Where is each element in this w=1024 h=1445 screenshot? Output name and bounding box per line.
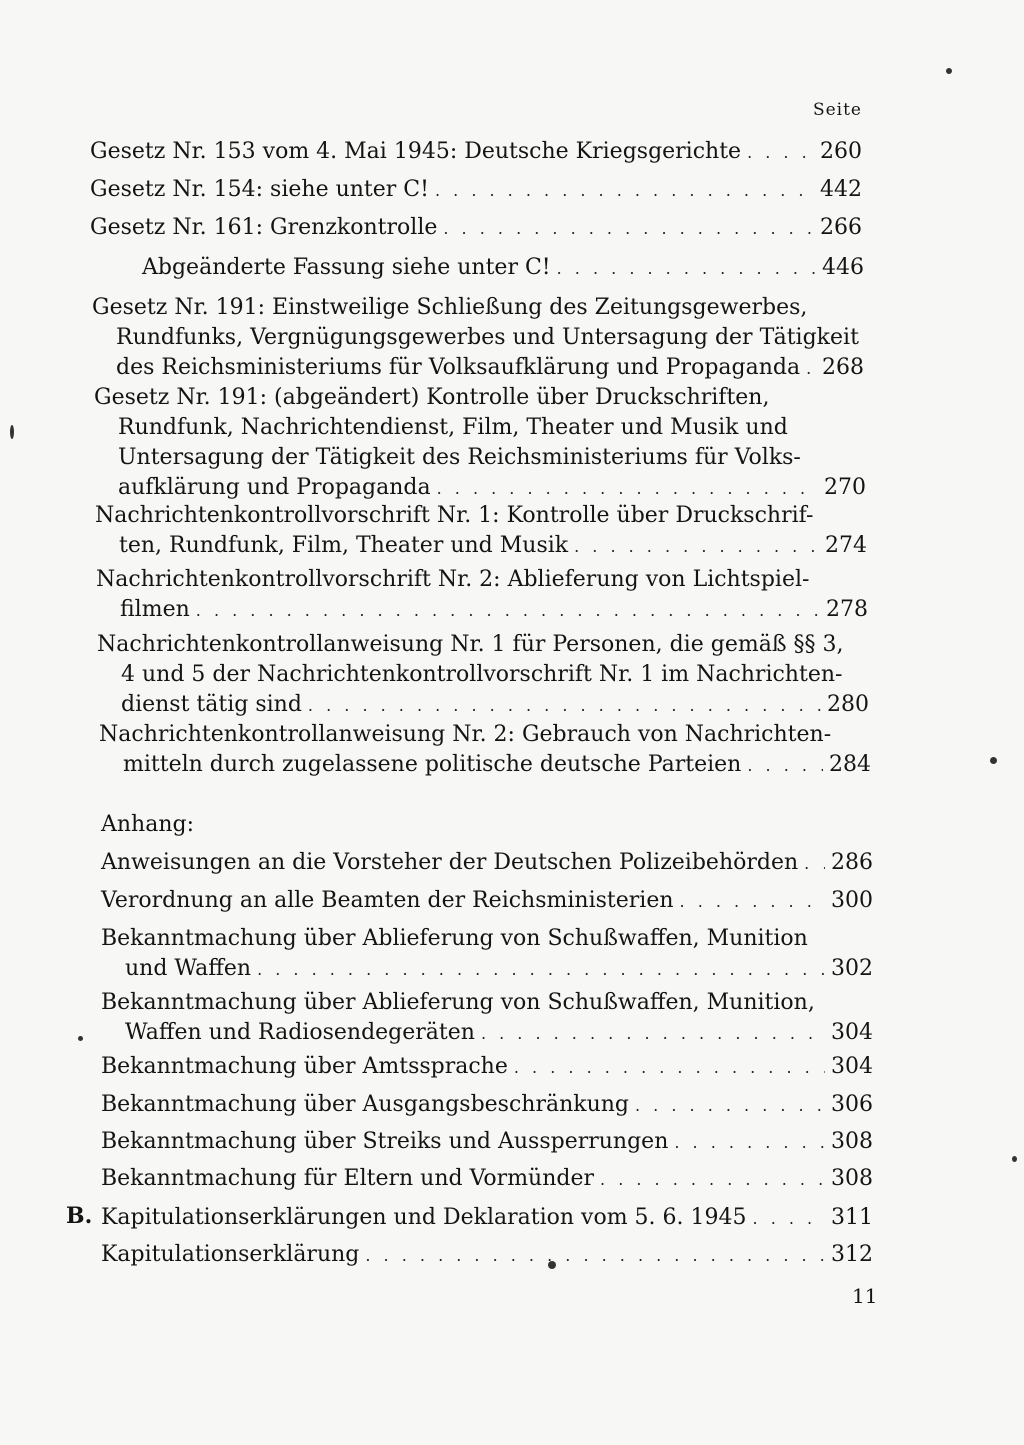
- toc-entry: [99, 720, 871, 781]
- entry-line: Bekanntmachung über Ablieferung von Schußwaffen, Munition,: [101, 990, 815, 1015]
- entry-text: Bekanntmachung für Eltern und Vormünder: [101, 1166, 595, 1191]
- entry-text: Kapitulationserklärung: [101, 1242, 360, 1267]
- entry-line: Untersagung der Tätigkeit des Reichsministeriums für Volks-: [118, 445, 801, 470]
- entry-line: Nachrichtenkontrollvorschrift Nr. 1: Kontrolle über Druckschrif-: [95, 503, 814, 528]
- page-reference: 268: [822, 355, 864, 380]
- section-letter: B.: [66, 1203, 93, 1229]
- leader-dots: [437, 474, 818, 504]
- entry-text: Anweisungen an die Vorsteher der Deutschen Polizeibehörden: [101, 850, 799, 875]
- leader-dots: [806, 354, 816, 384]
- toc-entry: [95, 501, 867, 562]
- page-reference: 442: [820, 177, 862, 202]
- toc-entry: [90, 175, 862, 206]
- toc-entry-sub: [90, 253, 864, 284]
- leader-dots: [365, 1241, 825, 1271]
- toc-entry: [96, 565, 868, 626]
- entry-line: 4 und 5 der Nachrichtenkontrollvorschrift Nr. 1 im Nachrichten-: [121, 662, 843, 687]
- page-reference: 304: [831, 1054, 873, 1079]
- scan-speck: [990, 757, 997, 764]
- leader-dots: [747, 138, 814, 168]
- entry-line: Nachrichtenkontrollvorschrift Nr. 2: Ablieferung von Lichtspiel-: [96, 567, 810, 592]
- leader-dots: [600, 1165, 825, 1195]
- page-reference: 280: [827, 692, 869, 717]
- entry-text: Bekanntmachung über Ausgangsbeschränkung: [101, 1092, 629, 1117]
- entry-text: Bekanntmachung über Streiks und Aussperrungen: [101, 1129, 669, 1154]
- entry-text: Kapitulationserklärungen und Deklaration vom 5. 6. 1945: [101, 1205, 747, 1230]
- page-reference: 284: [829, 752, 871, 777]
- toc-entry: [101, 924, 873, 985]
- entry-text: des Reichsministeriums für Volksaufklärung und Propaganda: [116, 355, 801, 380]
- scan-speck: [946, 68, 952, 74]
- toc-entry: [101, 1090, 873, 1121]
- leader-dots: [481, 1019, 825, 1049]
- entry-line: Nachrichtenkontrollanweisung Nr. 2: Gebrauch von Nachrichten-: [99, 722, 832, 747]
- toc-entry: [101, 1240, 873, 1271]
- leader-dots: [514, 1053, 825, 1083]
- page-number: 11: [852, 1284, 878, 1308]
- leader-dots: [557, 254, 816, 284]
- leader-dots: [435, 176, 814, 206]
- page-reference: 274: [825, 533, 867, 558]
- page-reference: 278: [826, 597, 868, 622]
- leader-dots: [443, 214, 814, 244]
- leader-dots: [196, 596, 820, 626]
- seite-column-label: Seite: [812, 100, 862, 120]
- page-reference: 308: [831, 1129, 873, 1154]
- leader-dots: [753, 1204, 825, 1234]
- leader-dots: [747, 751, 823, 781]
- toc-entry: [92, 293, 864, 384]
- entry-text: Abgeänderte Fassung siehe unter C!: [142, 255, 551, 280]
- page-reference: 311: [831, 1205, 873, 1230]
- scan-speck: [10, 425, 14, 439]
- entry-text: Waffen und Radiosendegeräten: [125, 1020, 475, 1045]
- toc-entry: [90, 137, 862, 168]
- entry-text: mitteln durch zugelassene politische deutsche Parteien: [123, 752, 742, 777]
- entry-text: Bekanntmachung über Amtssprache: [101, 1054, 508, 1079]
- toc-entry: [101, 886, 873, 917]
- page-reference: 260: [820, 139, 862, 164]
- toc-entry: [101, 1127, 873, 1158]
- toc-entry: [101, 988, 873, 1049]
- toc-entry: [97, 630, 869, 721]
- entry-text: Verordnung an alle Beamten der Reichsministerien: [101, 888, 674, 913]
- toc-entry: [101, 848, 873, 879]
- scan-speck: [548, 1261, 556, 1269]
- toc-entry: [90, 213, 862, 244]
- toc-entry: [101, 1052, 873, 1083]
- entry-text: dienst tätig sind: [121, 692, 302, 717]
- leader-dots: [674, 1128, 825, 1158]
- page-reference: 302: [831, 956, 873, 981]
- entry-line: Gesetz Nr. 191: Einstweilige Schließung des Zeitungsgewerbes,: [92, 295, 808, 320]
- leader-dots: [680, 887, 825, 917]
- leader-dots: [574, 532, 819, 562]
- entry-text: und Waffen: [125, 956, 252, 981]
- page-reference: 308: [831, 1166, 873, 1191]
- page-reference: 286: [831, 850, 873, 875]
- page-reference: 300: [831, 888, 873, 913]
- entry-text: Gesetz Nr. 153 vom 4. Mai 1945: Deutsche Kriegsgerichte: [90, 139, 742, 164]
- leader-dots: [804, 849, 825, 879]
- entry-line: Rundfunk, Nachrichtendienst, Film, Theater und Musik und: [118, 415, 788, 440]
- toc-entry: [101, 1164, 873, 1195]
- page-reference: 312: [831, 1242, 873, 1267]
- toc-entry: [94, 383, 866, 504]
- page-reference: 446: [822, 255, 864, 280]
- entry-text: aufklärung und Propaganda: [118, 475, 431, 500]
- leader-dots: [635, 1091, 825, 1121]
- page-reference: 304: [831, 1020, 873, 1045]
- entry-text: Gesetz Nr. 161: Grenzkontrolle: [90, 215, 438, 240]
- entry-text: ten, Rundfunk, Film, Theater und Musik: [119, 533, 569, 558]
- scan-speck: [1012, 1156, 1017, 1162]
- entry-line: Bekanntmachung über Ablieferung von Schußwaffen, Munition: [101, 926, 808, 951]
- entry-text: Gesetz Nr. 154: siehe unter C!: [90, 177, 429, 202]
- entry-line: Gesetz Nr. 191: (abgeändert) Kontrolle über Druckschriften,: [94, 385, 770, 410]
- page-reference: 306: [831, 1092, 873, 1117]
- toc-entry: [101, 1203, 873, 1234]
- entry-text: filmen: [120, 597, 190, 622]
- page-reference: 266: [820, 215, 862, 240]
- entry-line: Nachrichtenkontrollanweisung Nr. 1 für Personen, die gemäß §§ 3,: [97, 632, 844, 657]
- leader-dots: [308, 691, 821, 721]
- appendix-heading: Anhang:: [101, 812, 195, 837]
- page-reference: 270: [824, 475, 866, 500]
- entry-line: Rundfunks, Vergnügungsgewerbes und Untersagung der Tätigkeit: [116, 325, 859, 350]
- scan-speck: [78, 1036, 83, 1041]
- leader-dots: [257, 955, 825, 985]
